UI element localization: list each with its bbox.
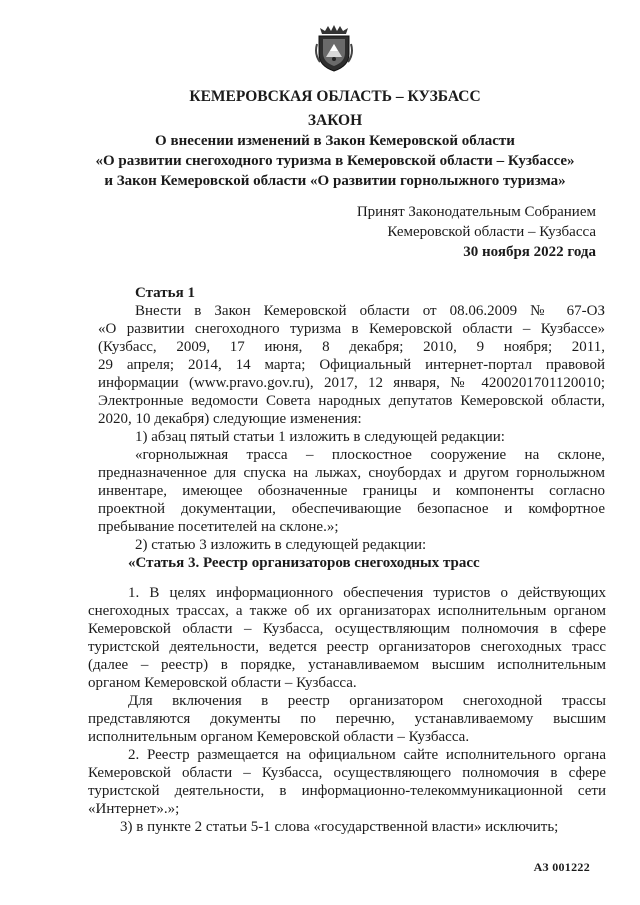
coat-of-arms-emblem	[314, 24, 354, 72]
body-line: Для включения в реестр организатором снегоходной трассы	[128, 693, 606, 709]
body-line: 3) в пункте 2 статьи 5-1 слова «государственной власти» исключить;	[120, 819, 559, 835]
article-3-heading: «Статья 3. Реестр организаторов снегоходных трасс	[128, 555, 480, 571]
body-line: снегоходных трассах, а также об их организаторах исполнительным органом	[88, 603, 606, 619]
adoption-date: 30 ноября 2022 года	[463, 244, 596, 260]
body-line: туристской деятельности, в информационно-телекоммуникационной сети	[88, 783, 606, 799]
region-heading: КЕМЕРОВСКАЯ ОБЛАСТЬ – КУЗБАСС	[189, 88, 481, 105]
body-line: (далее – реестр) в порядке, устанавливаемом высшим исполнительным	[88, 657, 606, 673]
body-line: 2) статью 3 изложить в следующей редакции:	[135, 537, 427, 553]
article-heading: Статья 1	[135, 285, 195, 301]
adopted-by-line: Принят Законодательным Собранием	[356, 204, 596, 220]
body-line: Внести в Закон Кемеровской области от 08.06.2009 № 67-ОЗ	[135, 303, 605, 319]
body-line: «О развитии снегоходного туризма в Кемеровской области – Кузбассе»	[98, 321, 605, 337]
law-title-line: и Закон Кемеровской области «О развитии горнолыжного туризма»	[104, 173, 566, 189]
body-line: информации (www.pravo.gov.ru), 2017, 12 января, № 4200201701120010;	[98, 375, 605, 391]
body-line: Кемеровской области – Кузбасса, осуществляющим полномочия в сфере	[88, 621, 606, 637]
body-line: Электронные ведомости Совета народных депутатов Кемеровской области,	[98, 393, 605, 409]
body-line: 1) абзац пятый статьи 1 изложить в следующей редакции:	[135, 429, 505, 445]
document-type-heading: ЗАКОН	[307, 112, 363, 129]
body-line: 29 апреля; 2014, 14 марта; Официальный интернет-портал правовой	[98, 357, 605, 373]
body-line: туристской деятельности, ведется реестр организаторов снегоходных трасс	[88, 639, 606, 655]
body-line: 2. Реестр размещается на официальном сайте исполнительного органа	[128, 747, 606, 763]
body-line: проектной документации, обеспечивающие безопасное и комфортное	[98, 501, 605, 517]
body-line: (Кузбасс, 2009, 17 июня, 8 декабря; 2010, 9 ноября; 2011,	[98, 339, 605, 355]
body-line: представляются документы по перечню, устанавливаемому высшим	[88, 711, 606, 727]
body-line: «Интернет».»;	[88, 801, 180, 817]
body-line: 1. В целях информационного обеспечения туристов о действующих	[128, 585, 606, 601]
law-title-line: «О развитии снегоходного туризма в Кемеровской области – Кузбассе»	[95, 153, 575, 169]
adopted-by-line: Кемеровской области – Кузбасса	[387, 224, 596, 240]
body-line: «горнолыжная трасса – плоскостное сооружение на склоне,	[135, 447, 605, 463]
form-serial-number: АЗ 001222	[533, 860, 590, 874]
law-title-line: О внесении изменений в Закон Кемеровской области	[155, 133, 515, 149]
body-line: инвентаре, имеющее обозначенные границы и компоненты согласно	[98, 483, 605, 499]
body-line: Кемеровской области – Кузбасса, осуществляющего полномочия в сфере	[88, 765, 606, 781]
body-line: 2020, 10 декабря) следующие изменения:	[98, 411, 362, 427]
adoption-block	[357, 202, 596, 262]
body-line: пребывание посетителей на склоне.»;	[98, 519, 339, 535]
body-line: органом Кемеровской области – Кузбасса.	[88, 675, 357, 691]
body-line: предназначенное для спуска на лыжах, сноубордах и другом горнолыжном	[98, 465, 605, 481]
body-line: исполнительным органом Кемеровской области – Кузбасса.	[88, 729, 470, 745]
